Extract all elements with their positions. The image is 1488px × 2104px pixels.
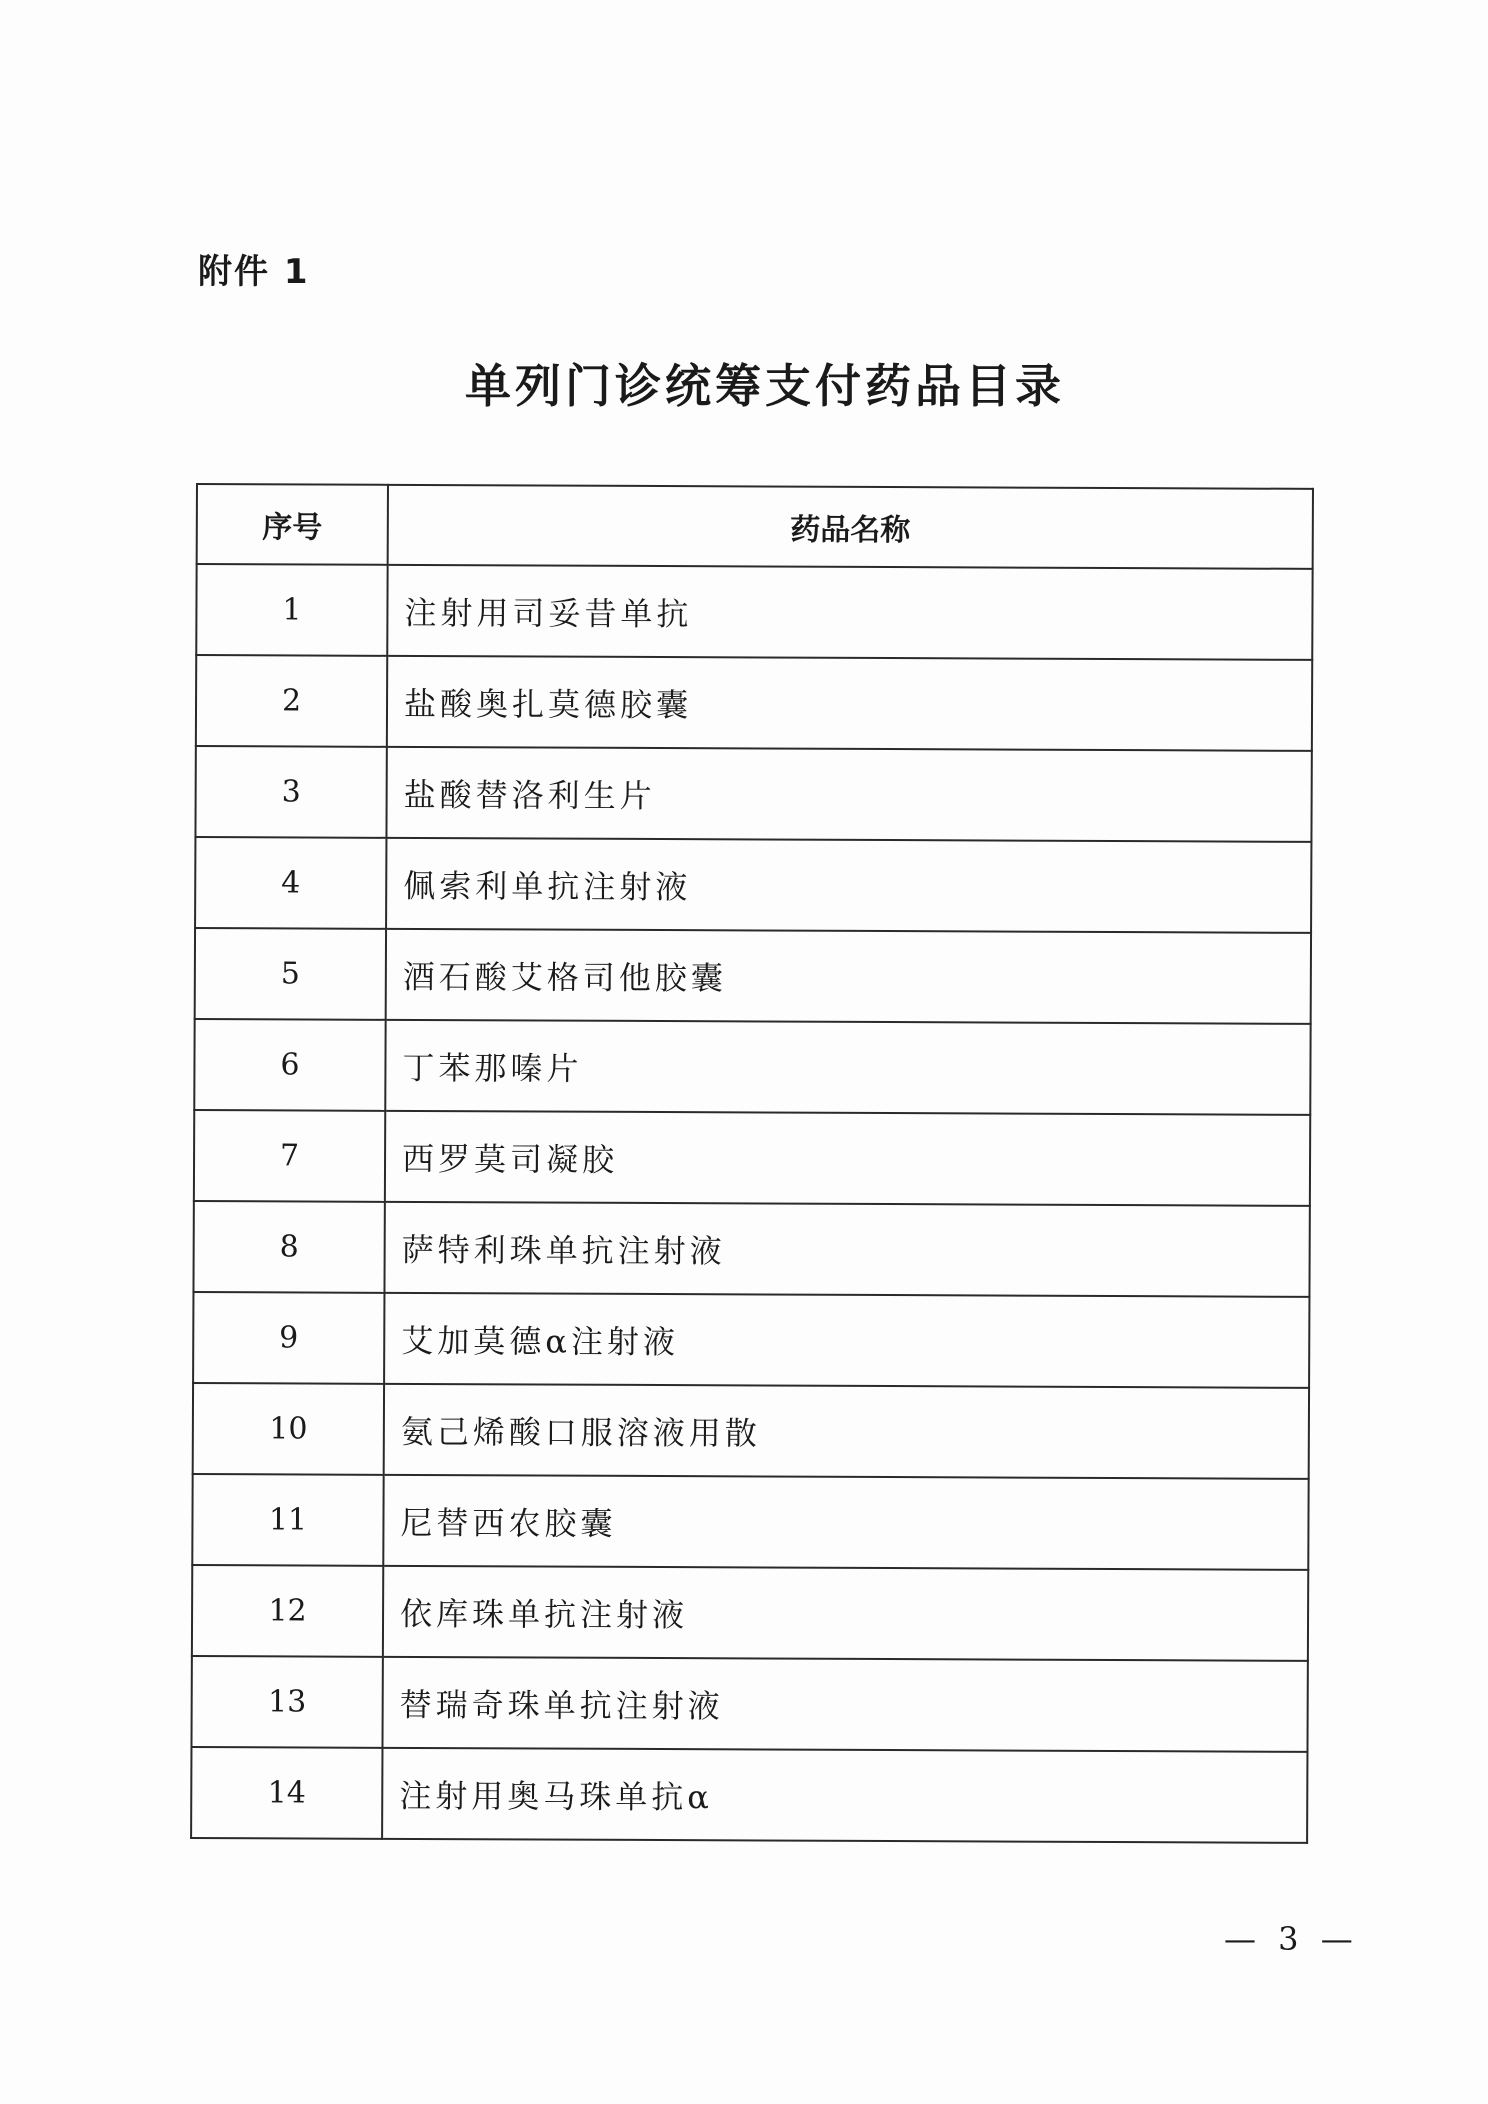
table-row [195,837,1311,933]
table-row [193,1383,1309,1479]
table-row [193,1292,1309,1388]
drug-name: 西罗莫司凝胶 [385,1111,1310,1206]
row-number: 12 [192,1565,383,1657]
row-number: 8 [193,1201,384,1293]
drug-name: 盐酸替洛利生片 [386,747,1311,842]
drug-name: 氨己烯酸口服溶液用散 [384,1384,1309,1479]
row-number: 5 [195,928,386,1020]
table-row [196,655,1312,751]
drug-name: 丁苯那嗪片 [385,1020,1310,1115]
drug-name: 注射用奥马珠单抗α [382,1748,1307,1843]
drug-name: 酒石酸艾格司他胶囊 [386,929,1311,1024]
header-drug-name: 药品名称 [388,485,1313,569]
table-row [194,1110,1310,1206]
row-number: 11 [192,1474,383,1566]
drug-name: 注射用司妥昔单抗 [387,565,1312,660]
drug-name: 盐酸奥扎莫德胶囊 [387,656,1312,751]
row-number: 10 [193,1383,384,1475]
drug-name: 依库珠单抗注射液 [383,1566,1308,1661]
row-number: 3 [195,746,386,838]
row-number: 2 [196,655,387,747]
row-number: 1 [196,564,387,656]
table-row [195,928,1311,1024]
row-number: 6 [194,1019,385,1111]
row-number: 7 [194,1110,385,1202]
drug-name: 艾加莫德α注射液 [384,1293,1309,1388]
row-number: 4 [195,837,386,929]
drug-name: 佩索利单抗注射液 [386,838,1311,933]
table-header-row [197,484,1313,569]
table-row [192,1565,1308,1661]
table-row [196,564,1312,660]
table-row [195,746,1311,842]
header-number: 序号 [197,484,388,565]
table-row [194,1019,1310,1115]
drug-list-table [190,483,1314,1844]
table-row [191,1747,1307,1843]
attachment-label: 附件 1 [198,252,310,292]
page-title: 单列门诊统筹支付药品目录 [465,359,1065,413]
table-row [193,1201,1309,1297]
drug-name: 尼替西农胶囊 [383,1475,1308,1570]
table-row [192,1474,1308,1570]
row-number: 14 [191,1747,382,1839]
table-row [191,1656,1307,1752]
drug-name: 萨特利珠单抗注射液 [384,1202,1309,1297]
row-number: 13 [191,1656,382,1748]
row-number: 9 [193,1292,384,1384]
drug-name: 替瑞奇珠单抗注射液 [382,1657,1307,1752]
page-number: — 3 — [1224,1920,1359,1958]
